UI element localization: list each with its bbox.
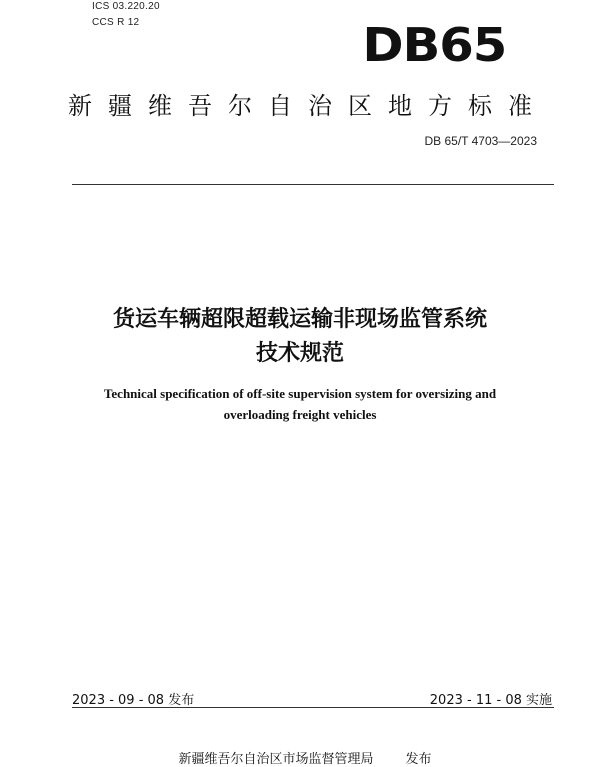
standard-type-heading: 新疆维吾尔自治区地方标准 <box>68 92 548 120</box>
ccs-code: CCS R 12 <box>92 17 140 28</box>
chinese-title-line-1: 货运车辆超限超载运输非现场监管系统 <box>112 307 487 332</box>
ics-code: ICS 03.220.20 <box>92 1 160 12</box>
publisher-org: 新疆维吾尔自治区市场监督管理局 <box>178 752 374 767</box>
chinese-title <box>0 303 600 371</box>
db65-logo: DB65 <box>362 18 506 72</box>
english-title <box>0 383 600 425</box>
english-title-line-2: overloading freight vehicles <box>223 407 377 422</box>
english-title-line-1: Technical specification of off-site supervision system for oversizing and <box>103 386 497 401</box>
publisher-line <box>0 748 600 767</box>
chinese-title-line-2: 技术规范 <box>255 341 344 366</box>
implementation-date: 2023 - 11 - 08 实施 <box>429 693 552 708</box>
issue-date: 2023 - 09 - 08 发布 <box>72 693 195 708</box>
standard-number: DB 65/T 4703—2023 <box>424 134 537 148</box>
top-divider <box>72 184 554 185</box>
publisher-action: 发布 <box>405 752 432 767</box>
bottom-divider <box>72 707 554 708</box>
